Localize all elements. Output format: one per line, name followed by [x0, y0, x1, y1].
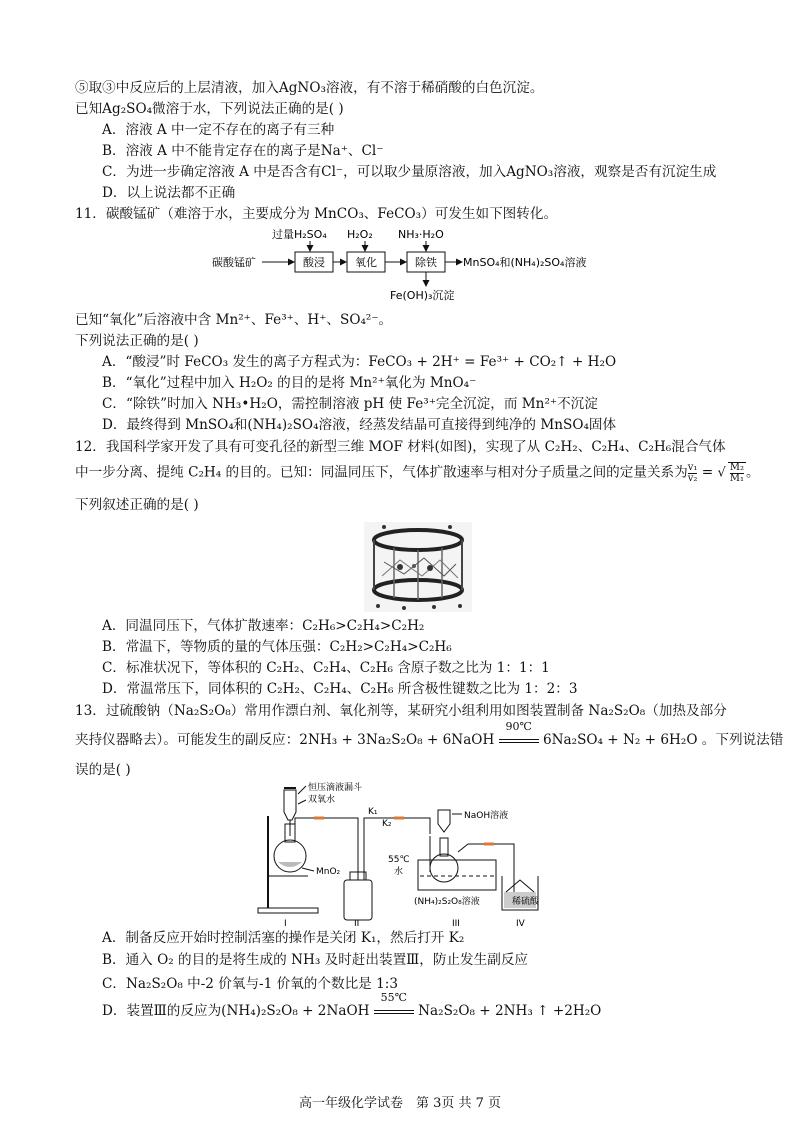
q11-option-a: A．“酸浸”时 FeCO₃ 发生的离子方程式为：FeCO₃ + 2H⁺ = Fe³⁺ + CO₂↑ + H₂O: [102, 354, 617, 370]
label-55c: 55℃: [388, 855, 410, 865]
flow-precipitate: Fe(OH)₃沉淀: [390, 289, 455, 302]
q10-option-c: C．为进一步确定溶液 A 中是否含有Cl⁻，可以取少量原溶液，加入AgNO₃溶液，观察是否有沉淀生成: [102, 164, 717, 180]
q11-ask: 下列说法正确的是( ): [75, 333, 199, 349]
q12-stem-1: 12．我国科学家开发了具有可变孔径的新型三维 MOF 材料(如图)，实现了从 C₂H₂、C₂H₄、C₂H₆混合气体: [75, 439, 726, 455]
flow-step-1: 酸浸: [303, 256, 325, 269]
label-funnel: 恒压滴液漏斗: [308, 783, 363, 793]
sqrt-fraction: [730, 463, 744, 484]
stem-end: 。: [746, 464, 760, 481]
q11-flow-diagram: [210, 226, 610, 304]
apparatus-label-2: II: [354, 919, 360, 929]
apparatus-label-3: III: [452, 919, 460, 929]
q13-apparatus-diagram: [254, 780, 574, 930]
q13-equation-left: 夹持仪器略去）。可能发生的副反应：2NH₃ + 3Na₂S₂O₈ + 6NaOH: [75, 732, 495, 748]
apparatus-label-4: IV: [516, 919, 525, 929]
page-footer: 高一年级化学试卷 第 3页 共 7 页: [298, 1096, 502, 1111]
q12-option-b: B．常温下，等物质的量的气体压强：C₂H₂>C₂H₄>C₂H₆: [102, 639, 452, 655]
label-k2: K₂: [382, 819, 392, 829]
q13-d-right: Na₂S₂O₈ + 2NH₃ ↑ +2H₂O: [418, 1003, 602, 1019]
mof-material-image: [364, 522, 472, 612]
reaction-condition-55: [374, 991, 414, 1021]
q13-d-left: D．装置Ⅲ的反应为(NH₄)₂S₂O₈ + 2NaOH: [102, 1003, 370, 1019]
q10-item5: ⑤取③中反应后的上层清液，加入AgNO₃溶液，有不溶于稀硝酸的白色沉淀。: [75, 80, 544, 96]
rate-fraction: [688, 463, 698, 484]
q11-option-b: B．“氧化”过程中加入 H₂O₂ 的目的是将 Mn²⁺氧化为 MnO₄⁻: [102, 375, 477, 391]
q12-option-a: A．同温同压下，气体扩散速率：C₂H₆>C₂H₄>C₂H₂: [102, 618, 425, 634]
q11-option-d: D．最终得到 MnSO₄和(NH₄)₂SO₄溶液，经蒸发结晶可直接得到纯净的 MnSO₄固体: [102, 417, 617, 433]
q12-option-d: D．常温常压下，同体积的 C₂H₂、C₂H₄、C₂H₆ 所含极性键数之比为 1：2：3: [102, 681, 578, 697]
q13-stem-3: 误的是( ): [75, 762, 131, 778]
q10-option-a: A．溶液 A 中一定不存在的离子有三种: [102, 122, 335, 138]
q12-stem-2-text: 中一步分离、提纯 C₂H₄ 的目的。已知：同温同压下，气体扩散速率与相对分子质量之间的定量关系为: [75, 464, 688, 481]
flow-step-2: 氧化: [355, 256, 377, 269]
q12-stem-2: 中一步分离、提纯 C₂H₄ 的目的。已知：同温同压下，气体扩散速率与相对分子质量之间的定量关系为 $\frac{\text{v₁}}{\text{v₂}}$ = √ $\frac{\text{M₂}}{\text{M₁}}$ 。: [75, 461, 760, 484]
label-h2o2: 双氧水: [308, 795, 336, 805]
label-k1: K₁: [368, 807, 378, 817]
q13-equation-right: 6Na₂SO₄ + N₂ + 6H₂O 。下列说法错: [542, 732, 784, 748]
q10-option-b: B．溶液 A 中不能肯定存在的离子是Na⁺、Cl⁻: [102, 143, 384, 159]
flow-reagent-1: 过量H₂SO₄: [272, 228, 327, 241]
flow-step-3: 除铁: [415, 256, 437, 269]
apparatus-label-1: I: [284, 919, 287, 929]
label-acid: 稀硫酸: [512, 897, 540, 907]
q13-option-a: A．制备反应开始时控制活塞的操作是关闭 K₁，然后打开 K₂: [102, 930, 465, 946]
cond-55c: 55℃: [380, 991, 407, 1004]
label-water: 水: [394, 867, 404, 877]
q11-option-c: C．“除铁”时加入 NH₃•H₂O，需控制溶液 pH 使 Fe³⁺完全沉淀，而 Mn²⁺不沉淀: [102, 396, 598, 412]
frac-den: v₂: [687, 472, 698, 484]
q12-option-c: C．标准状况下，等体积的 C₂H₂、C₂H₄、C₂H₆ 含原子数之比为 1：1：1: [102, 660, 550, 676]
double-line: [374, 1010, 414, 1014]
sqrt-den: M₁: [729, 473, 744, 484]
q10-option-d: D．以上说法都不正确: [102, 185, 236, 201]
reaction-condition-90: [499, 720, 539, 750]
flow-start: 碳酸锰矿: [212, 256, 256, 269]
q11-known: 已知“氧化”后溶液中含 Mn²⁺、Fe³⁺、H⁺、SO₄²⁻。: [75, 312, 393, 328]
label-solution: (NH₄)₂S₂O₈溶液: [414, 897, 480, 907]
label-mno2: MnO₂: [316, 867, 341, 877]
flow-reagent-2: H₂O₂: [347, 228, 373, 241]
flow-product: MnSO₄和(NH₄)₂SO₄溶液: [463, 256, 587, 269]
q13-stem-2: [75, 720, 784, 750]
frac-num: v₁: [687, 461, 698, 473]
q13-option-c: C．Na₂S₂O₈ 中-2 价氧与-1 价氧的个数比是 1:3: [102, 976, 398, 992]
cond-90c: 90℃: [505, 720, 532, 733]
q11-stem: 11．碳酸锰矿（难溶于水，主要成分为 MnCO₃、FeCO₃）可发生如下图转化。: [75, 206, 558, 222]
q13-option-d: [102, 991, 602, 1021]
q12-ask: 下列叙述正确的是( ): [75, 497, 199, 513]
flow-reagent-3: NH₃·H₂O: [398, 228, 444, 241]
q10-stem: 已知Ag₂SO₄微溶于水，下列说法正确的是( ): [75, 101, 344, 117]
double-line: [499, 739, 539, 743]
label-naoh: NaOH溶液: [464, 811, 509, 821]
q13-stem-1: 13．过硫酸钠（Na₂S₂O₈）常用作漂白剂、氧化剂等，某研究小组利用如图装置制备 Na₂S₂O₈（加热及部分: [75, 703, 727, 719]
q13-option-b: B．通入 O₂ 的目的是将生成的 NH₃ 及时赶出装置Ⅲ，防止发生副反应: [102, 952, 529, 968]
sqrt-num: M₂: [729, 462, 744, 473]
sqrt-term: [728, 462, 746, 484]
